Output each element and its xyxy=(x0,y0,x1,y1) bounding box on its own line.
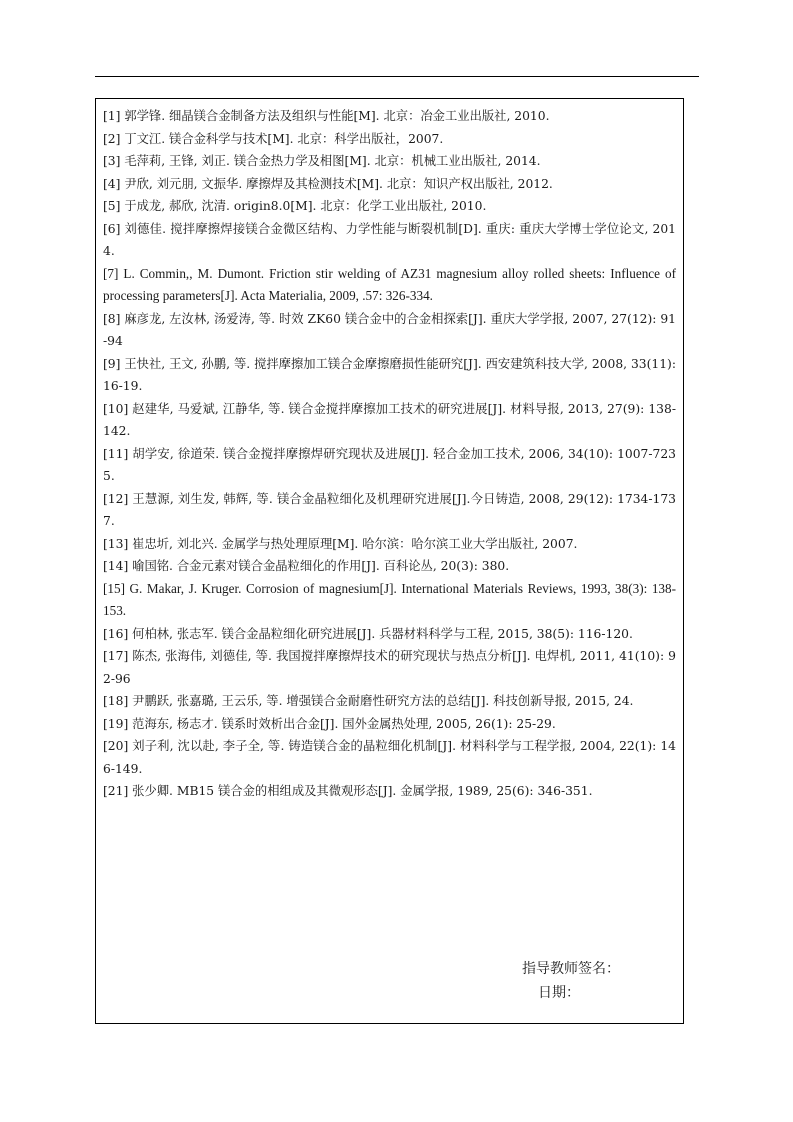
reference-item-12: [12] 王慧源, 刘生发, 韩辉, 等. 镁合金晶粒细化及机理研究进展[J].今日铸造, 2008, 29(12): 1734-1737. xyxy=(103,491,676,528)
reference-item-9: [9] 王快社, 王文, 孙鹏, 等. 搅拌摩擦加工镁合金摩擦磨损性能研究[J]. 西安建筑科技大学, 2008, 33(11): 16-19. xyxy=(103,356,676,393)
reference-item-2: [2] 丁文江. 镁合金科学与技术[M]. 北京：科学出版社，2007. xyxy=(103,131,444,146)
reference-item-7: [7] L. Commin,, M. Dumont. Friction stir welding of AZ31 magnesium alloy rolled sheets: Influence of processing parameters[J]. Acta Materialia, 2009, .57: 326-334. xyxy=(103,265,676,303)
reference-item-3: [3] 毛萍莉, 王锋, 刘正. 镁合金热力学及相图[M]. 北京：机械工业出版社, 2014. xyxy=(103,154,541,168)
reference-item-8: [8] 麻彦龙, 左汝林, 汤爱涛, 等. 时效 ZK60 镁合金中的合金相探索[J]. 重庆大学学报, 2007, 27(12): 91-94 xyxy=(103,311,676,348)
reference-item-1: [1] 郭学锋. 细晶镁合金制备方法及组织与性能[M]. 北京：冶金工业出版社, 2010. xyxy=(103,109,550,123)
reference-item-10: [10] 赵建华, 马爱斌, 江静华, 等. 镁合金搅拌摩擦加工技术的研究进展[J]. 材料导报, 2013, 27(9): 138-142. xyxy=(103,401,676,438)
header-rule xyxy=(95,76,699,77)
reference-item-11: [11] 胡学安, 徐道荣. 镁合金搅拌摩擦焊研究现状及进展[J]. 轻合金加工技术, 2006, 34(10): 1007-7235. xyxy=(103,446,676,483)
reference-item-6: [6] 刘德佳. 搅拌摩擦焊接镁合金微区结构、力学性能与断裂机制[D]. 重庆: 重庆大学博士学位论文, 2014. xyxy=(103,221,676,258)
reference-item-19: [19] 范海东, 杨志才. 镁系时效析出合金[J]. 国外金属热处理, 2005, 26(1): 25-29. xyxy=(103,716,556,731)
reference-list xyxy=(103,105,676,803)
advisor-signature-label: 指导教师签名： xyxy=(522,961,620,977)
reference-item-15: [15] G. Makar, J. Kruger. Corrosion of magnesium[J]. International Materials Reviews, 1993, 38(3): 138-153. xyxy=(103,580,676,618)
signature-block xyxy=(440,957,620,1005)
reference-item-13: [13] 崔忠圻, 刘北兴. 金属学与热处理原理[M]. 哈尔滨：哈尔滨工业大学出版社, 2007. xyxy=(103,536,578,551)
reference-item-18: [18] 尹鹏跃, 张嘉璐, 王云乐, 等. 增强镁合金耐磨性研究方法的总结[J]. 科技创新导报, 2015, 24. xyxy=(103,694,634,708)
reference-item-16: [16] 何柏林, 张志军. 镁合金晶粒细化研究进展[J]. 兵器材料科学与工程, 2015, 38(5): 116-120. xyxy=(103,626,633,641)
reference-item-17: [17] 陈杰, 张海伟, 刘德佳, 等. 我国搅拌摩擦焊技术的研究现状与热点分析[J]. 电焊机, 2011, 41(10): 92-96 xyxy=(103,649,676,686)
date-label: 日期： xyxy=(538,985,580,1001)
reference-item-5: [5] 于成龙, 郝欣, 沈清. origin8.0[M]. 北京：化学工业出版社, 2010. xyxy=(103,199,487,213)
reference-item-14: [14] 喻国铭. 合金元素对镁合金晶粒细化的作用[J]. 百科论丛, 20(3): 380. xyxy=(103,559,510,573)
reference-item-4: [4] 尹欣, 刘元朋, 文振华. 摩擦焊及其检测技术[M]. 北京：知识产权出版社, 2012. xyxy=(103,176,553,191)
reference-item-21: [21] 张少卿. MB15 镁合金的相组成及其微观形态[J]. 金属学报, 1989, 25(6): 346-351. xyxy=(103,784,593,798)
reference-item-20: [20] 刘子利, 沈以赴, 李子全, 等. 铸造镁合金的晶粒细化机制[J]. 材料科学与工程学报, 2004, 22(1): 146-149. xyxy=(103,739,676,776)
